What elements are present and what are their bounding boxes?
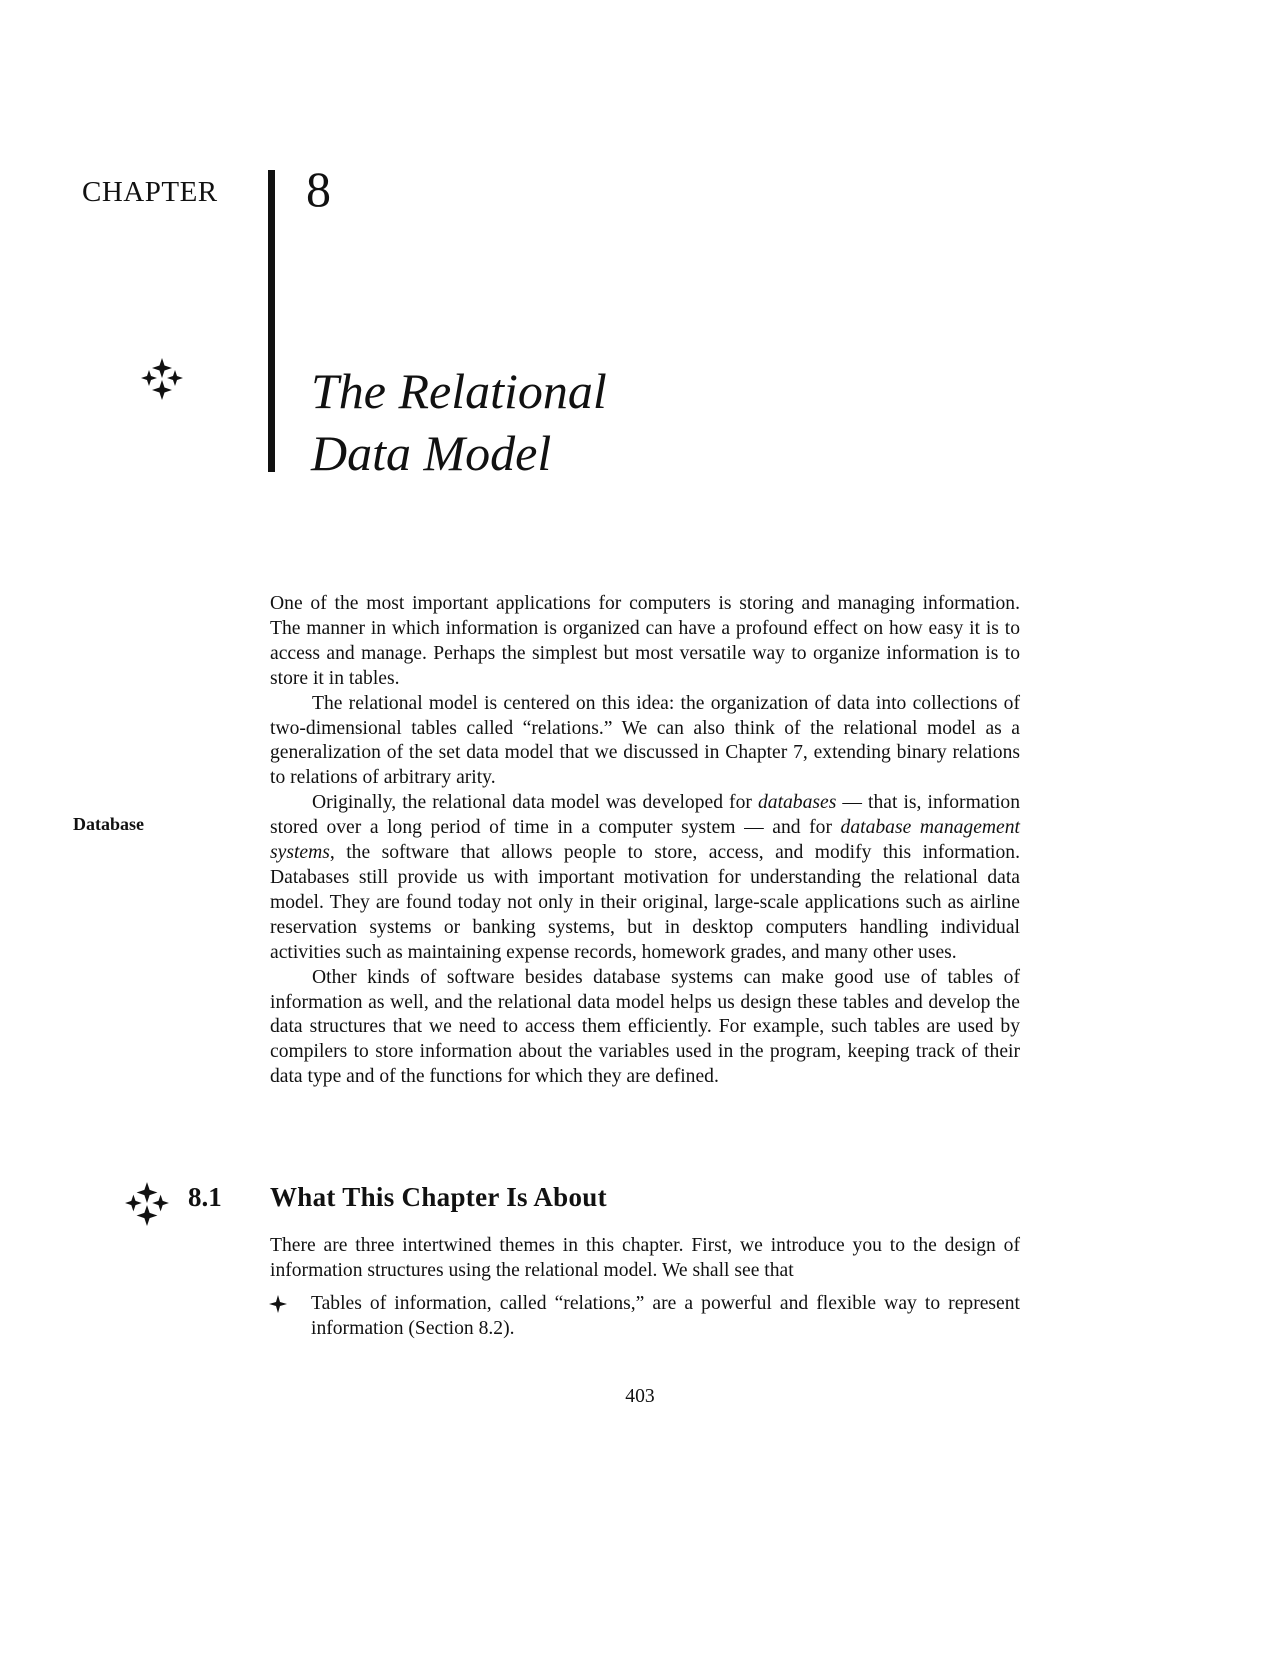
chapter-label: CHAPTER — [82, 176, 218, 208]
paragraph-3-part-b: — that is, information stored over a long period of time in a computer system — and for — [270, 792, 1021, 839]
chapter-title — [311, 360, 607, 484]
star-right — [152, 1195, 169, 1212]
chapter-title-line-1: The Relational — [311, 363, 607, 419]
chapter-title-line-2: Data Model — [311, 425, 552, 481]
star-bottom — [152, 380, 172, 400]
paragraph-1: One of the most important applications for computers is storing and managing information. The manner in which information is organized can have a profound effect on how easy it is to access and manage. Perhaps the simplest but most versatile way to organize information is to store it in tables. — [270, 593, 1020, 689]
chapter-vertical-rule — [268, 170, 275, 472]
section-number: 8.1 — [188, 1182, 222, 1212]
paragraph-2: The relational model is centered on this idea: the organization of data into collections of two-dimensional tables called “relations.” We can also think of the relational model as a generalization of the set data model that we discussed in Chapter 7, extending binary relations to relations of arbitrary arity. — [270, 692, 1020, 789]
four-point-star-bullet-icon — [268, 1294, 288, 1314]
paragraph-3 — [270, 791, 1020, 965]
paragraph-3-part-a: Originally, the relational data model was developed for — [312, 792, 758, 814]
star-right — [167, 370, 183, 386]
paragraph-4: Other kinds of software besides database systems can make good use of tables of information as well, and the relational data model helps us design these tables and develop the data structures that we need to access them efficiently. For example, such tables are used by compilers to store information about the variables used in the program, keeping track of their data type and of the functions for which they are defined. — [270, 966, 1020, 1088]
star-top — [137, 1182, 158, 1203]
star-top — [152, 358, 172, 378]
chapter-intro-body — [270, 592, 1020, 1090]
star-left — [141, 370, 157, 386]
chapter-number: 8 — [306, 161, 331, 217]
bullet-item-1: Tables of information, called “relations,” are a powerful and flexible way to represent information (Section 8.2). — [311, 1293, 1020, 1339]
star-left — [125, 1195, 142, 1212]
page-number: 403 — [625, 1386, 655, 1407]
section-ornament-icon — [124, 1180, 170, 1226]
margin-note-database: Database — [73, 814, 144, 834]
section-title: What This Chapter Is About — [270, 1182, 607, 1212]
four-star-ornament-icon — [140, 356, 184, 400]
paragraph-3-part-c: , the software that allows people to store, access, and modify this information. Databases still provide us with important motivation for understanding the relational data model. They are found today not only in their original, large-scale applications such as airline reservation systems or banking systems, but in desktop computers handling individual activities such as maintaining expense records, homework grades, and many other uses. — [270, 842, 1020, 963]
term-databases: databases — [757, 792, 837, 814]
term-database-management-systems: database management systems — [270, 817, 1020, 864]
star-bottom — [137, 1205, 158, 1226]
section-intro: There are three intertwined themes in this chapter. First, we introduce you to the design of information structures using the relational model. We shall see that — [270, 1235, 1020, 1281]
